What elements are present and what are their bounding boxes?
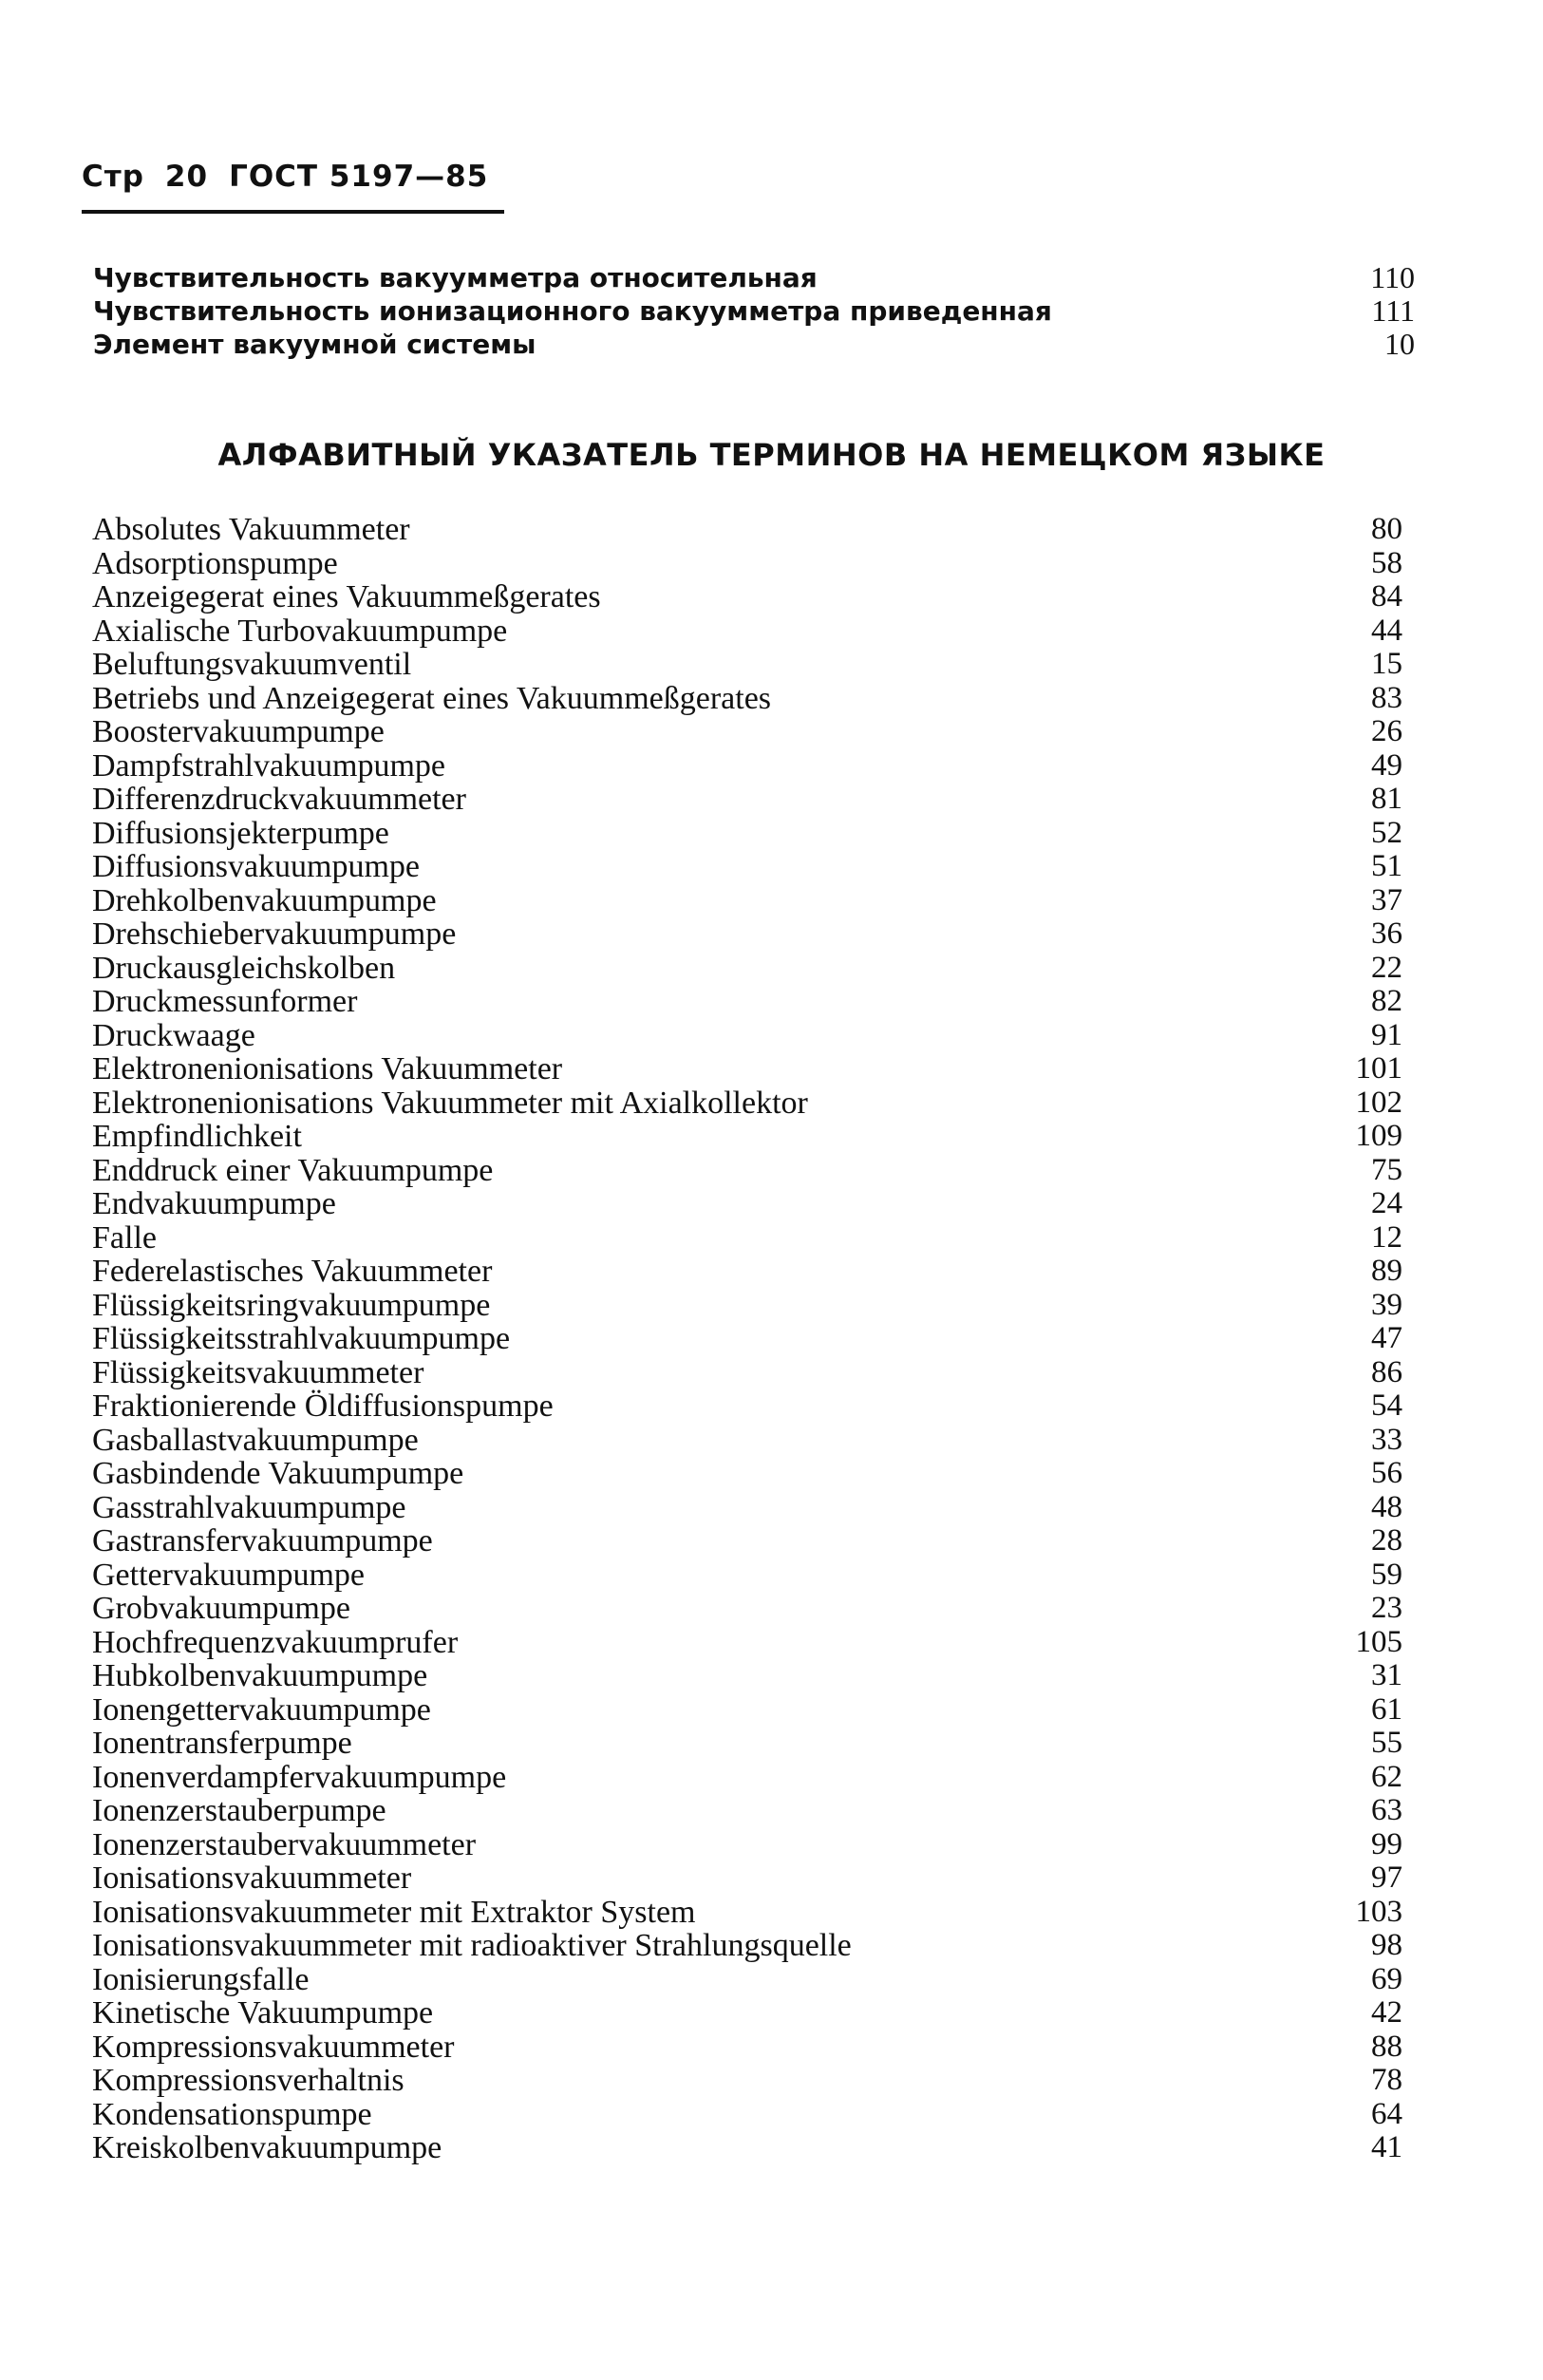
- page-header: [82, 160, 509, 194]
- index-term: Ionisierungsfalle: [92, 1961, 310, 1997]
- index-entry: [92, 580, 1402, 614]
- index-entry: [92, 1120, 1402, 1154]
- index-term: Ionenzerstauberpumpe: [92, 1793, 386, 1828]
- index-entry: [92, 513, 1402, 547]
- index-entry: [92, 1693, 1402, 1728]
- index-page: 110: [1370, 260, 1415, 294]
- index-page: 83: [1371, 680, 1402, 715]
- index-page: 99: [1371, 1826, 1402, 1861]
- index-term: Kinetische Vakuumpumpe: [92, 1995, 434, 2031]
- index-term: Kompressionsvakuummeter: [92, 2029, 455, 2065]
- index-entry: [92, 1322, 1402, 1356]
- index-page: 84: [1371, 579, 1402, 614]
- index-term: Gettervakuumpumpe: [92, 1557, 366, 1593]
- index-page: 49: [1371, 747, 1402, 783]
- index-page: 48: [1371, 1489, 1402, 1524]
- index-term: Hubkolbenvakuumpumpe: [92, 1658, 428, 1693]
- index-page: 26: [1371, 714, 1402, 748]
- index-page: 12: [1371, 1219, 1402, 1255]
- index-term: Diffusionsvakuumpumpe: [92, 849, 421, 884]
- index-entry: [92, 1896, 1402, 1930]
- header-rule: [82, 210, 504, 214]
- index-term: Ionenzerstaubervakuummeter: [92, 1826, 477, 1862]
- index-term: Anzeigegerat eines Vakuummeßgerates: [92, 579, 601, 614]
- russian-index-list: [93, 261, 1415, 361]
- index-entry: [92, 1086, 1402, 1121]
- index-term: Flüssigkeitsringvakuumpumpe: [92, 1287, 491, 1323]
- index-term: Drehschiebervakuumpumpe: [92, 916, 457, 952]
- index-entry: [92, 850, 1402, 884]
- index-entry: [92, 1963, 1402, 1997]
- index-entry: [92, 749, 1402, 784]
- index-page: 69: [1371, 1961, 1402, 1996]
- index-page: 97: [1371, 1861, 1402, 1895]
- index-entry: [92, 1221, 1402, 1256]
- index-term: Чувствительность ионизационного вакуумметра приведенная: [93, 295, 1052, 327]
- index-page: 56: [1371, 1456, 1402, 1490]
- index-term: Grobvakuumpumpe: [92, 1591, 350, 1626]
- index-entry: [92, 614, 1402, 649]
- index-entry: [92, 1052, 1402, 1086]
- index-page: 15: [1371, 647, 1402, 681]
- index-entry: [92, 1659, 1402, 1693]
- index-term: Endvakuumpumpe: [92, 1186, 336, 1221]
- index-term: Drehkolbenvakuumpumpe: [92, 882, 437, 918]
- index-entry: [93, 294, 1415, 328]
- index-term: Чувствительность вакуумметра относительная: [93, 262, 818, 293]
- index-entry: [92, 1861, 1402, 1896]
- index-entry: [92, 547, 1402, 581]
- index-term: Druckmessunformer: [92, 984, 358, 1019]
- index-page: 55: [1371, 1726, 1402, 1760]
- index-term: Diffusionsjekterpumpe: [92, 815, 389, 851]
- standard-code: ГОСТ 5197—85: [229, 160, 489, 194]
- index-page: 44: [1371, 613, 1402, 648]
- index-page: 78: [1371, 2063, 1402, 2097]
- page-number: 20: [164, 160, 209, 194]
- index-entry: [92, 1558, 1402, 1593]
- index-term: Ionisationsvakuummeter: [92, 1861, 412, 1896]
- german-index-list: [92, 513, 1402, 2165]
- index-page: 54: [1371, 1388, 1402, 1423]
- index-term: Adsorptionspumpe: [92, 545, 338, 581]
- index-entry: [92, 952, 1402, 986]
- index-page: 105: [1355, 1624, 1402, 1659]
- index-page: 88: [1371, 2029, 1402, 2064]
- index-entry: [92, 985, 1402, 1019]
- index-entry: [92, 1491, 1402, 1525]
- index-page: 80: [1371, 512, 1402, 546]
- index-entry: [92, 1389, 1402, 1424]
- index-entry: [92, 2131, 1402, 2165]
- index-entry: [92, 1289, 1402, 1323]
- index-entry: [92, 1592, 1402, 1626]
- index-entry: [92, 1794, 1402, 1828]
- index-term: Empfindlichkeit: [92, 1119, 302, 1154]
- index-term: Axialische Turbovakuumpumpe: [92, 613, 508, 649]
- index-term: Flüssigkeitsvakuummeter: [92, 1354, 424, 1390]
- index-term: Kreiskolbenvakuumpumpe: [92, 2130, 442, 2165]
- index-page: 28: [1371, 1523, 1402, 1558]
- index-entry: [92, 1356, 1402, 1390]
- index-page: 36: [1371, 916, 1402, 951]
- index-page: 52: [1371, 815, 1402, 850]
- index-page: 75: [1371, 1152, 1402, 1187]
- index-entry: [92, 1727, 1402, 1761]
- index-entry: [92, 1929, 1402, 1963]
- index-entry: [92, 1424, 1402, 1458]
- index-entry: [92, 917, 1402, 952]
- index-term: Dampfstrahlvakuumpumpe: [92, 747, 446, 784]
- index-term: Kondensationspumpe: [92, 2096, 372, 2132]
- index-entry: [92, 1187, 1402, 1221]
- index-term: Boostervakuumpumpe: [92, 714, 385, 749]
- index-page: 61: [1371, 1691, 1402, 1727]
- page-label: Стр: [82, 160, 144, 194]
- index-page: 33: [1371, 1422, 1402, 1457]
- index-entry: [93, 261, 1415, 294]
- index-term: Hochfrequenzvakuumprufer: [92, 1624, 459, 1660]
- index-page: 58: [1371, 545, 1402, 580]
- index-term: Элемент вакуумной системы: [93, 329, 536, 360]
- index-term: Federelastisches Vakuummeter: [92, 1254, 493, 1289]
- index-page: 82: [1371, 984, 1402, 1018]
- index-term: Beluftungsvakuumventil: [92, 647, 412, 682]
- index-page: 62: [1371, 1759, 1402, 1794]
- index-term: Elektronenionisations Vakuummeter mit Axialkollektor: [92, 1085, 808, 1121]
- index-page: 42: [1371, 1995, 1402, 2030]
- index-entry: [92, 1255, 1402, 1289]
- index-page: 63: [1371, 1793, 1402, 1827]
- index-page: 10: [1384, 327, 1415, 361]
- index-page: 24: [1371, 1186, 1402, 1220]
- index-entry: [92, 817, 1402, 851]
- index-term: Fraktionierende Öldiffusionspumpe: [92, 1388, 554, 1424]
- index-page: 39: [1371, 1287, 1402, 1322]
- index-term: Gasbindende Vakuumpumpe: [92, 1456, 464, 1491]
- index-term: Ionentransferpumpe: [92, 1726, 352, 1761]
- index-page: 81: [1371, 782, 1402, 816]
- index-entry: [92, 1154, 1402, 1188]
- index-term: Elektronenionisations Vakuummeter: [92, 1051, 563, 1086]
- index-page: 91: [1371, 1017, 1402, 1052]
- section-title: АЛФАВИТНЫЙ УКАЗАТЕЛЬ ТЕРМИНОВ НА НЕМЕЦКОМ ЯЗЫКЕ: [217, 437, 1326, 473]
- index-page: 102: [1355, 1085, 1402, 1120]
- index-term: Ionenverdampfervakuumpumpe: [92, 1759, 507, 1795]
- index-term: Ionisationsvakuummeter mit radioaktiver Strahlungsquelle: [92, 1928, 852, 1963]
- index-term: Gasballastvakuumpumpe: [92, 1422, 419, 1458]
- index-term: Differenzdruckvakuummeter: [92, 782, 466, 817]
- index-term: Druckwaage: [92, 1017, 255, 1053]
- index-term: Druckausgleichskolben: [92, 950, 396, 986]
- index-term: Betriebs und Anzeigegerat eines Vakuummeßgerates: [92, 680, 772, 716]
- index-term: Flüssigkeitsstrahlvakuumpumpe: [92, 1321, 511, 1356]
- index-entry: [92, 1761, 1402, 1795]
- index-page: 111: [1371, 293, 1415, 328]
- index-entry: [92, 1524, 1402, 1558]
- index-entry: [92, 682, 1402, 716]
- index-term: Ionengettervakuumpumpe: [92, 1691, 431, 1728]
- index-term: Gastransfervakuumpumpe: [92, 1523, 433, 1558]
- index-entry: [92, 2031, 1402, 2065]
- index-page: 101: [1355, 1051, 1402, 1086]
- index-page: 23: [1371, 1591, 1402, 1625]
- index-entry: [92, 1828, 1402, 1862]
- index-page: 109: [1355, 1119, 1402, 1153]
- index-page: 89: [1371, 1254, 1402, 1288]
- index-entry: [92, 783, 1402, 817]
- index-entry: [92, 884, 1402, 918]
- index-page: 51: [1371, 849, 1402, 883]
- index-entry: [92, 1996, 1402, 2031]
- index-page: 86: [1371, 1354, 1402, 1389]
- index-page: 41: [1371, 2130, 1402, 2164]
- index-page: 37: [1371, 882, 1402, 917]
- index-term: Enddruck einer Vakuumpumpe: [92, 1152, 494, 1188]
- index-page: 64: [1371, 2096, 1402, 2131]
- index-entry: [92, 1626, 1402, 1660]
- index-page: 47: [1371, 1321, 1402, 1355]
- index-term: Ionisationsvakuummeter mit Extraktor System: [92, 1894, 696, 1930]
- index-term: Gasstrahlvakuumpumpe: [92, 1489, 406, 1525]
- index-entry: [92, 648, 1402, 682]
- index-term: Absolutes Vakuummeter: [92, 512, 410, 547]
- index-entry: [92, 2064, 1402, 2098]
- index-page: 59: [1371, 1557, 1402, 1592]
- index-entry: [93, 328, 1415, 361]
- index-page: 103: [1355, 1894, 1402, 1929]
- index-term: Falle: [92, 1219, 157, 1256]
- index-page: 98: [1371, 1928, 1402, 1962]
- index-page: 31: [1371, 1658, 1402, 1692]
- index-entry: [92, 1457, 1402, 1491]
- index-entry: [92, 2098, 1402, 2132]
- index-entry: [92, 1019, 1402, 1053]
- index-term: Kompressionsverhaltnis: [92, 2063, 405, 2098]
- index-entry: [92, 715, 1402, 749]
- index-page: 22: [1371, 950, 1402, 985]
